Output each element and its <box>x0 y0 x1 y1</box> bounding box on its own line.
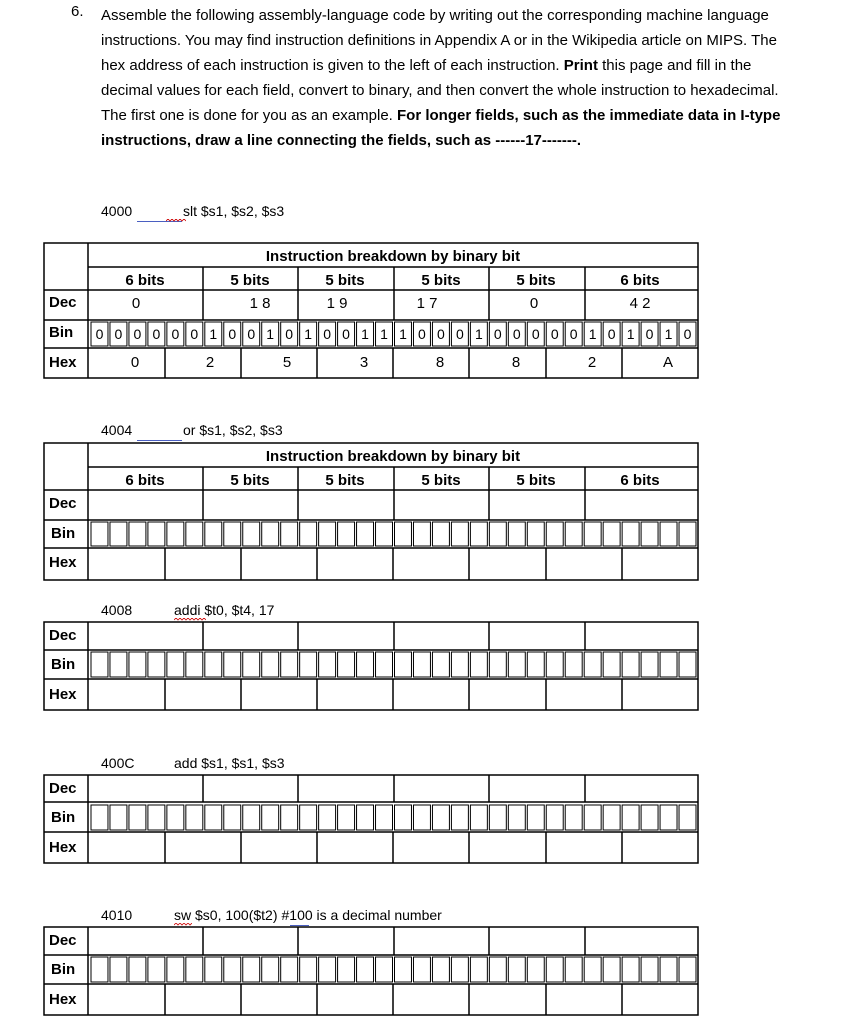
bit-box <box>129 322 146 346</box>
row-label-bin: Bin <box>51 525 76 542</box>
field-width-1: 6 bits <box>125 272 165 289</box>
bit-box <box>470 652 487 677</box>
bin-digit: 1 <box>304 326 313 342</box>
bit-box <box>319 322 336 346</box>
bit-box <box>129 805 146 830</box>
field-width-4: 5 bits <box>421 472 461 489</box>
bin-digit: 1 <box>664 326 673 342</box>
bit-box <box>110 957 127 982</box>
dec-value-1: 0 <box>131 295 141 312</box>
bit-box <box>262 322 279 346</box>
spellcheck-squiggle <box>174 923 192 926</box>
bit-box <box>319 652 336 677</box>
bit-box <box>224 957 241 982</box>
bit-box <box>413 805 430 830</box>
dec-value-6: 4 2 <box>629 295 651 312</box>
bit-box <box>565 805 582 830</box>
row-label-dec: Dec <box>49 627 77 644</box>
bin-digit: 0 <box>531 326 540 342</box>
bit-box <box>205 322 222 346</box>
question-text-print: Print <box>563 57 598 74</box>
bit-box <box>660 652 677 677</box>
bit-box <box>357 805 374 830</box>
field-width-5: 5 bits <box>516 272 556 289</box>
bit-box <box>489 652 506 677</box>
bit-box <box>546 957 563 982</box>
bit-box <box>660 957 677 982</box>
bit-box <box>641 957 658 982</box>
bit-box <box>603 957 620 982</box>
bit-box <box>376 652 393 677</box>
bit-box <box>205 652 222 677</box>
row-label-hex: Hex <box>49 354 77 371</box>
bin-digit: 0 <box>285 326 294 342</box>
row-label-dec: Dec <box>49 495 77 512</box>
bit-box <box>546 522 563 546</box>
instruction-code-slt: slt $s1, $s2, $s3 <box>183 203 285 219</box>
bit-box <box>395 322 412 346</box>
dec-value-5: 0 <box>529 295 539 312</box>
instruction-code-sw-text: sw $s0, 100($t2) <box>174 907 278 923</box>
bit-box <box>565 652 582 677</box>
bit-box <box>603 322 620 346</box>
row-label-bin: Bin <box>51 656 76 673</box>
bit-box <box>148 805 165 830</box>
bit-box <box>129 652 146 677</box>
hex-digit-8: A <box>662 354 674 371</box>
dec-value-4: 1 7 <box>416 295 438 312</box>
bit-box <box>167 805 184 830</box>
bit-box <box>224 322 241 346</box>
bit-box <box>357 652 374 677</box>
hex-digit-6: 8 <box>511 354 521 371</box>
question-block <box>0 0 858 190</box>
bit-box <box>300 652 317 677</box>
bit-box <box>205 522 222 546</box>
bit-box <box>376 322 393 346</box>
bit-box <box>376 805 393 830</box>
instruction-note: #100 is a decimal number <box>281 907 442 923</box>
bin-digit: 0 <box>247 326 256 342</box>
bit-box <box>262 805 279 830</box>
bit-box <box>376 522 393 546</box>
bin-digit: 0 <box>342 326 350 342</box>
bit-box <box>338 522 355 546</box>
bit-box <box>167 522 184 546</box>
bit-box <box>319 522 336 546</box>
question-text <box>101 3 801 153</box>
bit-box <box>224 805 241 830</box>
bit-box <box>243 652 260 677</box>
bit-box <box>395 805 412 830</box>
bit-box <box>527 652 544 677</box>
instruction-address-4010: 4010 <box>101 907 133 923</box>
bin-digit: 0 <box>493 326 502 342</box>
bit-box <box>300 957 317 982</box>
bit-box <box>489 322 506 346</box>
bit-box <box>679 957 696 982</box>
instruction-code-sw <box>174 907 442 923</box>
bit-box <box>186 322 203 346</box>
bit-box <box>338 652 355 677</box>
bit-box <box>622 652 639 677</box>
spellcheck-squiggle <box>166 219 186 222</box>
bit-box <box>508 805 525 830</box>
hex-digit-5: 8 <box>435 354 445 371</box>
bit-box <box>281 522 298 546</box>
bit-box <box>679 322 696 346</box>
bin-digit: 0 <box>323 326 332 342</box>
bit-box <box>584 322 601 346</box>
bit-box <box>319 957 336 982</box>
bit-box <box>660 522 677 546</box>
bit-box <box>205 957 222 982</box>
bit-box <box>148 522 165 546</box>
bit-box <box>186 957 203 982</box>
row-label-bin: Bin <box>51 961 76 978</box>
bit-box <box>167 957 184 982</box>
hex-digit-3: 5 <box>282 354 292 371</box>
bit-box <box>262 522 279 546</box>
bit-box <box>300 522 317 546</box>
instruction-code-add: add $s1, $s1, $s3 <box>174 755 285 771</box>
bit-box <box>508 322 525 346</box>
breakdown-title: Instruction breakdown by binary bit <box>265 448 521 465</box>
bit-box <box>91 522 108 546</box>
bin-digit: 1 <box>626 326 635 342</box>
bin-digit: 0 <box>645 326 654 342</box>
bit-box <box>489 522 506 546</box>
row-label-bin: Bin <box>51 809 76 826</box>
bin-digit: 0 <box>607 326 616 342</box>
bit-box <box>281 805 298 830</box>
bit-box <box>432 322 449 346</box>
row-label-hex: Hex <box>49 554 77 571</box>
instruction-code-addi: addi $t0, $t4, 17 <box>174 602 275 618</box>
bit-box <box>527 805 544 830</box>
bit-box <box>413 322 430 346</box>
bin-digit: 1 <box>361 326 369 342</box>
bit-box <box>584 522 601 546</box>
question-text-part-3: this page and fill in the decimal values for each field, convert to binary, and then convert the whole instruction to hexadecimal. The first one is done for you as an example. <box>101 57 779 124</box>
question-text-longer-fields: For longer fields, such as the immediate data in I-type instructions, draw a line connecting the fields, such as ------17-------. <box>101 107 781 149</box>
field-width-4: 5 bits <box>421 272 461 289</box>
instruction-code-or: or $s1, $s2, $s3 <box>183 422 283 438</box>
bit-box <box>281 957 298 982</box>
bit-box <box>376 957 393 982</box>
field-width-6: 6 bits <box>620 472 660 489</box>
bit-box <box>679 805 696 830</box>
question-number: 6. <box>71 3 84 20</box>
bit-box <box>300 805 317 830</box>
bit-box <box>395 957 412 982</box>
hex-digit-7: 2 <box>587 354 597 371</box>
bit-box <box>641 805 658 830</box>
bit-box <box>357 322 374 346</box>
spellcheck-squiggle <box>174 618 206 621</box>
bit-box <box>508 522 525 546</box>
bit-box <box>148 322 165 346</box>
bit-box <box>584 652 601 677</box>
bit-box <box>357 522 374 546</box>
field-width-2: 5 bits <box>230 472 270 489</box>
bit-box <box>432 522 449 546</box>
hex-digit-2: 2 <box>205 354 215 371</box>
bit-box <box>470 322 487 346</box>
bin-digit: 0 <box>228 326 237 342</box>
field-width-3: 5 bits <box>325 272 365 289</box>
bit-box <box>129 957 146 982</box>
bit-box <box>622 322 639 346</box>
row-label-hex: Hex <box>49 991 77 1008</box>
bit-box <box>413 522 430 546</box>
bit-box <box>395 652 412 677</box>
bit-box <box>300 322 317 346</box>
bin-digit: 1 <box>266 326 275 342</box>
bit-box <box>243 805 260 830</box>
field-width-1: 6 bits <box>125 472 165 489</box>
bit-box <box>546 322 563 346</box>
bit-box <box>565 322 582 346</box>
bit-box <box>432 957 449 982</box>
dec-value-2: 1 8 <box>249 295 271 312</box>
bit-box <box>546 652 563 677</box>
bin-digit: 0 <box>114 326 123 342</box>
bin-digit: 0 <box>95 326 104 342</box>
row-label-dec: Dec <box>49 932 77 949</box>
bit-box <box>451 957 468 982</box>
bit-box <box>243 957 260 982</box>
bit-box <box>91 652 108 677</box>
bit-box <box>527 957 544 982</box>
bit-box <box>186 805 203 830</box>
bin-digit: 1 <box>209 326 218 342</box>
instruction-address-4004: 4004 <box>101 422 133 438</box>
row-label-hex: Hex <box>49 839 77 856</box>
bit-box <box>584 957 601 982</box>
bit-box <box>413 957 430 982</box>
row-label-bin: Bin <box>49 324 74 341</box>
bit-box <box>224 652 241 677</box>
bit-box <box>451 652 468 677</box>
bit-box <box>489 957 506 982</box>
bin-digit: 0 <box>418 326 426 342</box>
bit-box <box>622 805 639 830</box>
bin-digit: 1 <box>588 326 597 342</box>
bit-box <box>603 805 620 830</box>
row-label-dec: Dec <box>49 780 77 797</box>
bit-box <box>243 322 260 346</box>
address-underline <box>137 440 182 441</box>
bit-box <box>148 957 165 982</box>
bin-digit: 0 <box>550 326 559 342</box>
bit-box <box>584 805 601 830</box>
bit-box <box>91 957 108 982</box>
bit-box <box>508 957 525 982</box>
breakdown-title: Instruction breakdown by binary bit <box>265 248 521 265</box>
bit-box <box>660 322 677 346</box>
instruction-address-4000: 4000 <box>101 203 133 219</box>
bit-box <box>432 805 449 830</box>
bit-box <box>622 957 639 982</box>
bit-box <box>110 805 127 830</box>
bit-box <box>91 805 108 830</box>
bit-box <box>129 522 146 546</box>
bit-box <box>565 522 582 546</box>
bit-box <box>281 652 298 677</box>
question-text-part-1: Assemble the following assembly-language code by writing out the corresponding machine language instructions. You may find instruction definitions in Appendix A or in the Wikipedia article on MIPS. The hex address of each instruction is given to the left of each instruction. <box>101 7 777 74</box>
bin-digit: 0 <box>437 326 445 342</box>
bit-box <box>603 652 620 677</box>
bit-box <box>622 522 639 546</box>
field-width-3: 5 bits <box>325 472 365 489</box>
bit-box <box>338 322 355 346</box>
bit-box <box>110 652 127 677</box>
bit-box <box>508 652 525 677</box>
bit-box <box>641 522 658 546</box>
bit-box <box>641 322 658 346</box>
bit-box <box>110 522 127 546</box>
bit-box <box>470 957 487 982</box>
bit-box <box>148 652 165 677</box>
bit-box <box>205 805 222 830</box>
bit-box <box>470 522 487 546</box>
field-width-2: 5 bits <box>230 272 270 289</box>
bit-box <box>527 522 544 546</box>
bit-box <box>167 652 184 677</box>
bit-box <box>338 957 355 982</box>
row-label-dec: Dec <box>49 294 77 311</box>
bit-box <box>319 805 336 830</box>
bit-box <box>262 957 279 982</box>
code-underline <box>290 925 309 926</box>
bit-box <box>243 522 260 546</box>
bin-digit: 0 <box>683 326 692 342</box>
bit-box <box>186 522 203 546</box>
bit-box <box>357 957 374 982</box>
bin-digit: 0 <box>512 326 521 342</box>
bit-box <box>603 522 620 546</box>
bin-digit: 1 <box>380 326 388 342</box>
hex-digit-1: 0 <box>130 354 140 371</box>
bit-box <box>395 522 412 546</box>
bit-box <box>660 805 677 830</box>
bit-box <box>91 322 108 346</box>
bit-box <box>167 322 184 346</box>
bit-box <box>470 805 487 830</box>
bit-box <box>641 652 658 677</box>
bit-box <box>413 652 430 677</box>
bit-box <box>451 322 468 346</box>
instruction-address-400c: 400C <box>101 755 135 771</box>
bin-digit: 1 <box>399 326 407 342</box>
bit-box <box>451 522 468 546</box>
bin-digit: 0 <box>171 326 180 342</box>
field-width-5: 5 bits <box>516 472 556 489</box>
hex-digit-4: 3 <box>359 354 369 371</box>
bin-digit: 1 <box>474 326 483 342</box>
bit-box <box>527 322 544 346</box>
bit-box <box>281 322 298 346</box>
bit-box <box>262 652 279 677</box>
bit-box <box>679 652 696 677</box>
instruction-address-4008: 4008 <box>101 602 133 618</box>
bit-box <box>489 805 506 830</box>
bit-box <box>679 522 696 546</box>
bin-digit: 0 <box>133 326 142 342</box>
row-label-hex: Hex <box>49 686 77 703</box>
bit-box <box>546 805 563 830</box>
bit-box <box>338 805 355 830</box>
bin-digit: 0 <box>152 326 161 342</box>
bit-box <box>186 652 203 677</box>
bit-box <box>432 652 449 677</box>
bin-digit: 0 <box>569 326 578 342</box>
bit-box <box>110 322 127 346</box>
bin-digit: 0 <box>190 326 199 342</box>
bit-box <box>451 805 468 830</box>
dec-value-3: 1 9 <box>326 295 348 312</box>
bin-digit: 0 <box>455 326 464 342</box>
bit-box <box>224 522 241 546</box>
field-width-6: 6 bits <box>620 272 660 289</box>
bit-box <box>565 957 582 982</box>
